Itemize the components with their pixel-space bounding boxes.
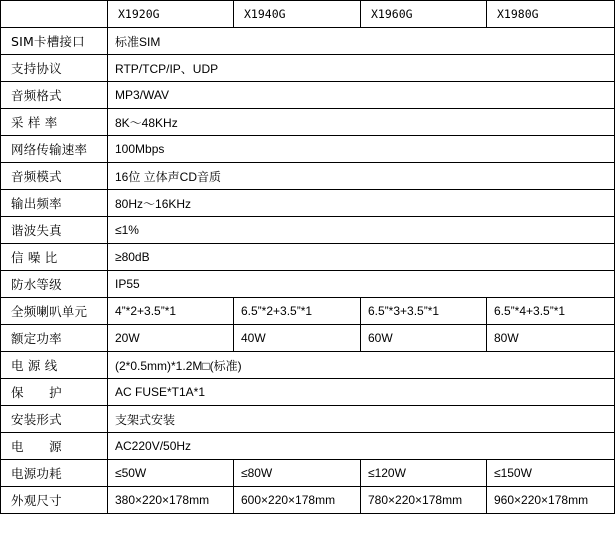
spec-row-netspeed (1, 136, 615, 163)
spec-value: ≤80W (234, 460, 361, 487)
spec-row-waterproof (1, 271, 615, 298)
spec-value: ≤50W (108, 460, 234, 487)
spec-label: 谐波失真 (1, 217, 108, 244)
spec-value: AC FUSE*T1A*1 (108, 379, 615, 406)
spec-value: 40W (234, 325, 361, 352)
spec-value: ≥80dB (108, 244, 615, 271)
spec-row-protect (1, 379, 615, 406)
spec-value: 600×220×178mm (234, 487, 361, 514)
spec-value: 780×220×178mm (361, 487, 487, 514)
spec-label: 保 护 (1, 379, 108, 406)
spec-label: 安装形式 (1, 406, 108, 433)
spec-value: 60W (361, 325, 487, 352)
spec-value: 960×220×178mm (487, 487, 615, 514)
header-row (1, 1, 615, 28)
spec-value: MP3/WAV (108, 82, 615, 109)
spec-row-dims (1, 487, 615, 514)
spec-row-audiomode (1, 163, 615, 190)
spec-value: 80W (487, 325, 615, 352)
model-name: X1940G (234, 1, 361, 28)
spec-row-protocol (1, 55, 615, 82)
spec-row-freq (1, 190, 615, 217)
spec-row-sim (1, 28, 615, 55)
spec-row-samplerate (1, 109, 615, 136)
spec-value: 6.5”*4+3.5”*1 (487, 298, 615, 325)
spec-value: ≤150W (487, 460, 615, 487)
spec-value: 6.5”*3+3.5”*1 (361, 298, 487, 325)
spec-value: AC220V/50Hz (108, 433, 615, 460)
model-name: X1960G (361, 1, 487, 28)
spec-value: 4”*2+3.5”*1 (108, 298, 234, 325)
spec-value: (2*0.5mm)*1.2M□(标准) (108, 352, 615, 379)
spec-label: 音频模式 (1, 163, 108, 190)
spec-label: 采 样 率 (1, 109, 108, 136)
spec-label: 音频格式 (1, 82, 108, 109)
spec-value: 80Hz～16KHz (108, 190, 615, 217)
model-name: X1980G (487, 1, 615, 28)
spec-row-power (1, 325, 615, 352)
spec-label: 额定功率 (1, 325, 108, 352)
spec-value: ≤1% (108, 217, 615, 244)
spec-label: 信 噪 比 (1, 244, 108, 271)
spec-label: 网络传输速率 (1, 136, 108, 163)
header-corner-cell (1, 1, 108, 28)
spec-label: 防水等级 (1, 271, 108, 298)
spec-row-cable (1, 352, 615, 379)
spec-value: RTP/TCP/IP、UDP (108, 55, 615, 82)
spec-row-thd (1, 217, 615, 244)
spec-value: 16位 立体声CD音质 (108, 163, 615, 190)
spec-label: 外观尺寸 (1, 487, 108, 514)
spec-value: 8K～48KHz (108, 109, 615, 136)
spec-row-install (1, 406, 615, 433)
spec-label: SIM卡槽接口 (1, 28, 108, 55)
spec-row-consume (1, 460, 615, 487)
spec-label: 电 源 (1, 433, 108, 460)
spec-value: IP55 (108, 271, 615, 298)
spec-label: 支持协议 (1, 55, 108, 82)
spec-value: 6.5”*2+3.5”*1 (234, 298, 361, 325)
spec-label: 输出频率 (1, 190, 108, 217)
spec-row-speaker (1, 298, 615, 325)
spec-value: 100Mbps (108, 136, 615, 163)
spec-value: 支架式安装 (108, 406, 615, 433)
spec-label: 电源功耗 (1, 460, 108, 487)
spec-value: 380×220×178mm (108, 487, 234, 514)
spec-value: ≤120W (361, 460, 487, 487)
spec-value: 标准SIM (108, 28, 615, 55)
spec-label: 全频喇叭单元 (1, 298, 108, 325)
spec-row-snr (1, 244, 615, 271)
model-name: X1920G (108, 1, 234, 28)
spec-value: 20W (108, 325, 234, 352)
spec-row-supply (1, 433, 615, 460)
spec-row-format (1, 82, 615, 109)
spec-label: 电 源 线 (1, 352, 108, 379)
